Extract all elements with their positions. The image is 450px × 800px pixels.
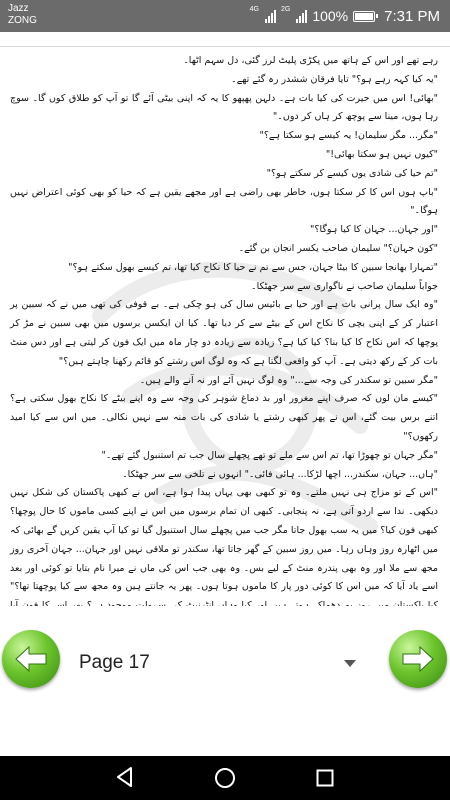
battery-icon: [353, 11, 375, 22]
battery-fill: [355, 13, 373, 20]
text-paragraph: رہے تھے اور اس کے ہاتھ میں پکڑی پلیٹ لرز گئی، دل سہم اٹھا۔: [183, 55, 438, 66]
previous-page-button[interactable]: [2, 630, 60, 688]
next-page-button[interactable]: [389, 630, 447, 688]
status-indicators: [250, 0, 440, 32]
network-type-2: 2G: [280, 6, 291, 13]
page-number-label[interactable]: Page 17: [79, 652, 150, 673]
text-paragraph: "کیسے مان لوں کہ صرف اپنے مغرور اور بد دماغ شوہر کی وجہ سے وہ اپنے بیٹے کا نکاح بھول سکتی ہے؟ اتنے برس بیت گئے، اس نے پھر کبھی رشتے یا شادی کی بات منہ سے نہیں نکالی۔ میں اس سے کیا امید رکھوں؟": [10, 393, 438, 442]
carrier-label: [8, 3, 37, 27]
recents-square-icon[interactable]: [316, 769, 334, 787]
text-paragraph: جواباً سلیمان صاحب نے ناگواری سے سر جھٹکا۔: [251, 280, 438, 292]
home-circle-icon[interactable]: [214, 767, 236, 789]
page-top-divider: [0, 46, 450, 47]
arrow-left-icon: [14, 644, 48, 674]
text-paragraph: "اس کے تو مزاج ہی نہیں ملتے۔ وہ تو کبھی بھی یہاں پیدا ہوا ہے، اس نے کبھی پاکستان کی شکل نہیں دیکھی۔ ندا سے اردو آتی ہے، نہ پنجابی۔ کبھی ان تمام برسوں میں اس نے اپنے کسی ماموں کا حال پوچھا؟ کبھی فون کیا؟ میں یہ سب بھول جاتا مگر جب میں پچھلے سال استنبول گیا تو کیا آپ یقین کریں گے بھائی کہ میں اٹھارہ روز وہاں رہا۔ میں روز سبین کے گھر جاتا تھا، سکندر تو ملاقی نہیں اور جہان... جہان آخری روز مجھ سے ملا اور وہ بھی پندرہ منٹ کے لیے بس۔ وہ بھی جب اس کی ماں نے میرا نام بتایا تو کوئی اور بعد اسے یاد آیا کہ میں اس کا کوئی دور پار کا ماموں ہوتا ہوں۔ پھر یہ جانتے ہیں وہ مجھ سے کیا پوچھتا تھا؟": [10, 487, 438, 593]
arrow-right-icon: [401, 644, 435, 674]
text-paragraph: "تمہارا بھانجا سبین کا بیٹا جہان، جس سے تم نے حیا کا نکاح کیا تھا، تم کیسے بھول سکتے ہو؟": [68, 261, 438, 273]
navigation-bar: [0, 606, 450, 756]
carrier-line-2: ZONG: [8, 15, 37, 26]
chevron-down-icon[interactable]: [344, 660, 356, 667]
network-type-1: 4G: [249, 6, 259, 13]
battery-percent: 100%: [312, 8, 349, 24]
clock: 7:31 PM: [384, 7, 440, 25]
text-paragraph: "مگر... مگر سلیمان! یہ کیسے ہو سکتا ہے؟": [259, 130, 438, 142]
text-paragraph: "کون جہان؟" سلیمان صاحب یکسر انجان بن گئے۔: [238, 242, 438, 254]
text-paragraph: "اور جہان... جہان کا کیا ہوگا؟": [310, 224, 438, 236]
text-paragraph: "مگر جہان تو چھوڑا تھا، تم اس سے ملے تو تھے پچھلے سال جب تم استنبول گئے تھے۔": [101, 449, 438, 461]
text-paragraph: "بھائی! اس میں حیرت کی کیا بات ہے۔ دلہن پھپھو کا یہ کہ اپنی بیٹی آئے گا تو آپ کو طلاق کوں گا۔ سوچ رہا ہوں، مینا سے پوچھ کر ہاں کر دوں۔": [10, 92, 438, 123]
back-triangle-icon[interactable]: [113, 765, 137, 789]
text-paragraph: "ہاں... جہان، سکندر... اچھا لڑکا... ہائی فائی۔" انہوں نے تلخی سے سر جھٹکا۔: [122, 468, 438, 480]
carrier-line-1: Jazz: [8, 3, 29, 14]
text-paragraph: "مگر سبین تو سکندر کی وجہ سے..." وہ لوگ نہیں آئے اور نہ آنے والے ہیں۔: [139, 374, 438, 386]
text-paragraph: "یہ کیا کہہ رہے ہو؟" تایا فرقان ششدر رہ گئے تھے۔: [231, 73, 438, 85]
text-paragraph: "وہ ایک سال پرانی بات ہے اور حیا بے بائیس سال کی ہو چکی ہے۔ بے قوفی کی تھی میں نے کہ سبین پر اعتبار کر کے اپنی بچی کا نکاح اس کے بیٹے سے کر دیا تھا۔ کیا ان ایکسں برسوں میں بھی سبین نے مڑ کر پوچھا کہ اس نکاح کا کیا بنا؟ کیا کیا ہے؟ زیادہ سے زیادہ دو چار ماہ میں ایک فون کر لیتی ہے اور دس منٹ بات کر کے رکھ دیتی ہے۔ آپ کو واقعی لگتا ہے کہ وہ لوگ اس رشتے کو قائم رکھنا چاہتے ہیں؟": [10, 299, 438, 367]
signal-icon-2: [296, 9, 307, 23]
book-page[interactable]: [0, 46, 450, 606]
page-text: [10, 52, 438, 635]
text-paragraph: "تم حیا کی شادی یوں کیسے کر سکتے ہو؟": [266, 167, 438, 179]
text-paragraph: "باپ ہوں اس کا کر سکتا ہوں، خاطر بھی راضی ہے اور مجھے یقین ہے کہ حیا کو بھی کوئی اعتراض نہیں ہوگا۔": [10, 186, 438, 217]
text-paragraph: "کیوں نہیں ہو سکتا بھائی!": [325, 148, 438, 160]
status-bar: [0, 0, 450, 32]
signal-icon-1: [265, 9, 276, 23]
